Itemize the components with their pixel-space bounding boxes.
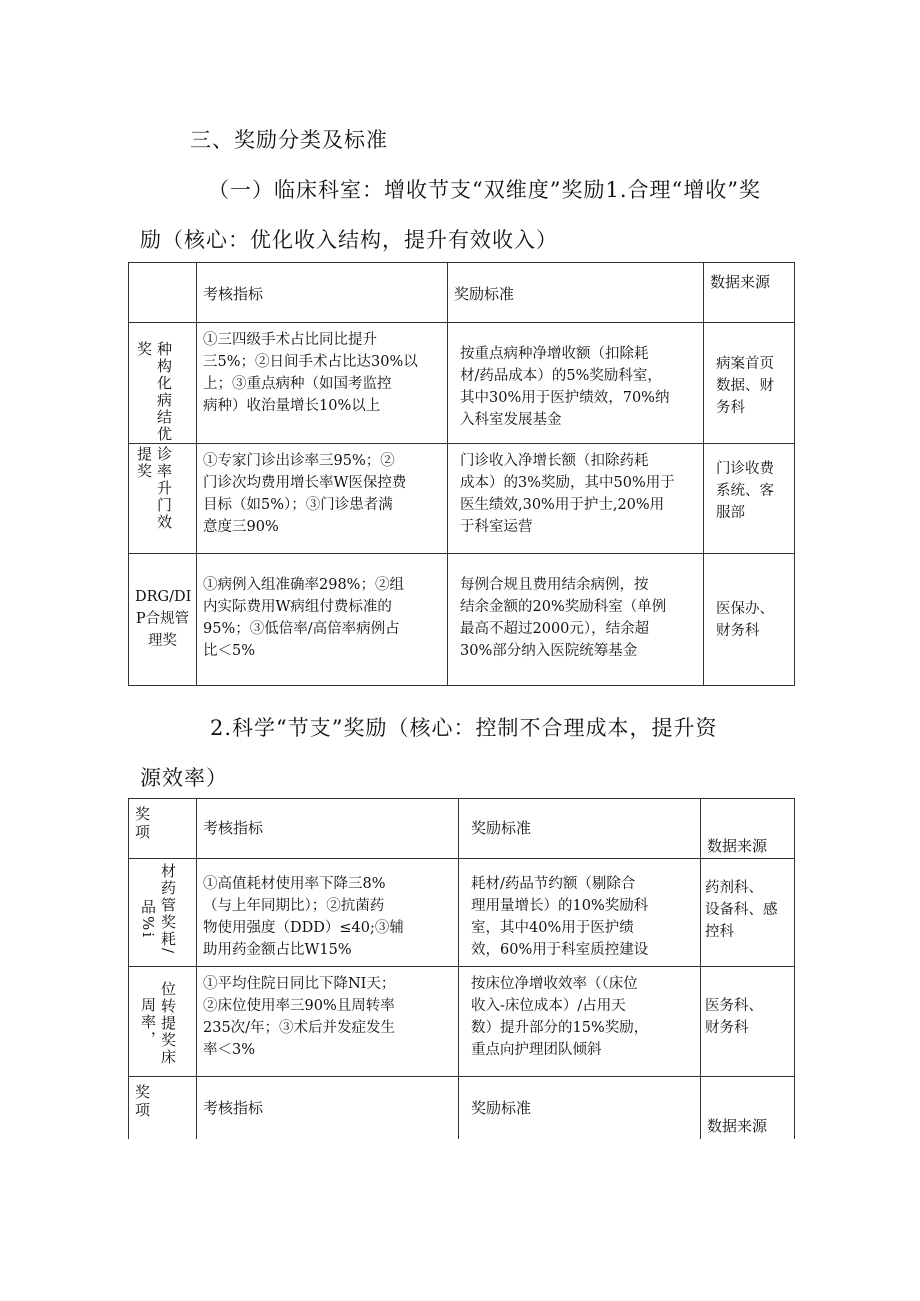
cost-saving-reward-table <box>128 798 795 1139</box>
header-cell-indicator: 考核指标 <box>197 799 459 859</box>
reward-item-cell <box>129 444 197 554</box>
header-cell-standard: 奖励标准 <box>459 1077 701 1139</box>
header-cell-standard: 奖励标准 <box>459 799 701 859</box>
standard-cell: 按重点病种净增收额（扣除耗 材/药品成本）的5%奖励科室， 其中30%用于医护绩效，70%纳 入科室发展基金 <box>448 323 704 444</box>
reward-item-cell: DRG/DI P合规管 理奖 <box>129 554 197 686</box>
indicator-cell: ①专家门诊出诊率三95%；② 门诊次均费用增长率W医保控费 目标（如5%）；③门诊患者满 意度三90% <box>197 444 448 554</box>
section-heading: 三、奖励分类及标准 <box>190 128 388 152</box>
header-cell-source: 数据来源 <box>704 263 795 323</box>
table-header-row <box>129 263 795 323</box>
header-cell-indicator: 考核指标 <box>197 1077 459 1139</box>
table-row <box>129 323 795 444</box>
indicator-cell: ①三四级手术占比同比提升 三5%；②日间手术占比达30%以 上；③重点病种（如国考监控 病种）收治量增长10%以上 <box>197 323 448 444</box>
indicator-cell: ①平均住院日同比下降NI天； ②床位使用率三90%且周转率 235次/年；③术后并发症发生 率＜3% <box>197 967 459 1077</box>
standard-cell: 每例合规且费用结余病例，按 结余金额的20%奖励科室（单例 最高不超过2000元），结余超 30%部分纳入医院统筹基金 <box>448 554 704 686</box>
source-cell: 门诊收费 系统、客 服部 <box>704 444 795 554</box>
standard-cell: 耗材/药品节约额（剔除合 理用量增长）的10%奖励科 室，其中40%用于医护绩 效，60%用于科室质控建设 <box>459 859 701 967</box>
header-cell-standard: 奖励标准 <box>448 263 704 323</box>
header-cell-source: 数据来源 <box>701 799 795 859</box>
reward-item-text-a: 奖 <box>135 341 153 358</box>
table-row <box>129 444 795 554</box>
header-cell-item: 奖项 <box>129 1077 197 1139</box>
standard-cell: 门诊收入净增长额（扣除药耗 成本）的3%奖励，其中50%用于 医生绩效,30%用于护士,20%用 于科室运营 <box>448 444 704 554</box>
reward-item-cell <box>129 967 197 1077</box>
source-cell: 医保办、 财务科 <box>704 554 795 686</box>
subsection-heading2-line1: 2.科学“节支”奖励（核心：控制不合理成本，提升资 <box>210 716 718 740</box>
reward-item-cell <box>129 859 197 967</box>
reward-item-text-b: 材药管奖耗/ <box>159 863 177 956</box>
source-cell: 药剂科、 设备科、感 控科 <box>701 859 795 967</box>
indicator-cell: ①病例入组准确率298%；②组 内实际费用W病组付费标准的 95%；③低倍率/高倍率病例占 比＜5% <box>197 554 448 686</box>
header-cell-source: 数据来源 <box>701 1077 795 1139</box>
table-repeat-header-row <box>129 1077 795 1139</box>
reward-item-text-b: 位转提奖床 <box>159 981 177 1066</box>
reward-item-cell <box>129 323 197 444</box>
subsection-heading-line1: （一）临床科室：增收节支“双维度”奖励1.合理“增收”奖 <box>208 178 761 202</box>
source-cell: 医务科、 财务科 <box>701 967 795 1077</box>
header-cell-indicator: 考核指标 <box>197 263 448 323</box>
header-cell-item <box>129 263 197 323</box>
income-reward-table <box>128 262 795 686</box>
reward-item-text-b: 诊率升门效 <box>155 446 173 531</box>
indicator-cell: ①高值耗材使用率下降三8% （与上年同期比）；②抗菌药 物使用强度（DDD）≤40;③辅 助用药金额占比W15% <box>197 859 459 967</box>
reward-item-text-a: 提奖 <box>135 446 153 480</box>
header-cell-item: 奖项 <box>129 799 197 859</box>
standard-cell: 按床位净增收效率（（床位 收入-床位成本）/占用天 数）提升部分的15%奖励， 重点向护理团队倾斜 <box>459 967 701 1077</box>
table-row <box>129 859 795 967</box>
table-row <box>129 967 795 1077</box>
reward-item-text-b: 种构化病结优 <box>155 341 173 443</box>
subsection-heading2-line2: 源效率） <box>140 766 228 790</box>
table-header-row <box>129 799 795 859</box>
reward-item-text-a: 周率， <box>139 997 157 1048</box>
subsection-heading-line2: 励（核心：优化收入结构，提升有效收入） <box>140 228 558 252</box>
table-row <box>129 554 795 686</box>
source-cell: 病案首页 数据、财 务科 <box>704 323 795 444</box>
reward-item-text-a: 品%i <box>139 899 157 940</box>
